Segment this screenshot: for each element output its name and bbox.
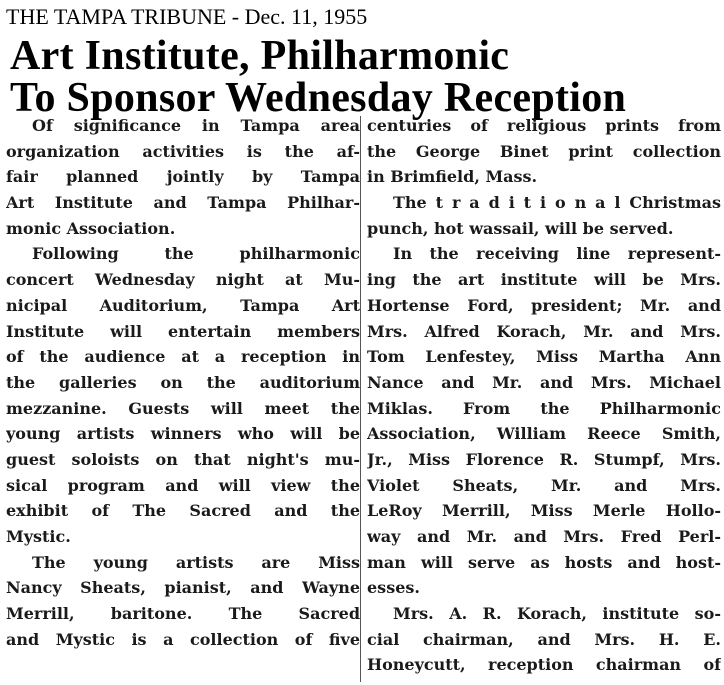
article-line: Mrs. A. R. Korach, institute so-: [393, 604, 721, 624]
article-line: Honeycutt, reception chairman of: [367, 655, 721, 675]
column-divider: [360, 116, 361, 682]
article-line: Following the philharmonic: [32, 244, 360, 264]
article-line: Mrs. Alfred Korach, Mr. and Mrs.: [367, 321, 721, 341]
article-line: Of significance in Tampa area: [32, 116, 360, 135]
article-line: and Mystic is a collection of five: [6, 629, 360, 649]
article-line: Art Institute and Tampa Philhar-: [6, 193, 360, 213]
article-line: ing the art institute will be Mrs.: [367, 270, 721, 290]
headline-line-2: To Sponsor Wednesday Reception: [10, 75, 627, 121]
article-line: Jr., Miss Florence R. Stumpf, Mrs.: [367, 449, 721, 469]
article-line: way and Mr. and Mrs. Fred Perl-: [367, 527, 721, 546]
dateline: THE TAMPA TRIBUNE - Dec. 11, 1955: [6, 4, 368, 29]
article-line: Association, William Reece Smith,: [367, 424, 721, 444]
article-line: concert Wednesday night at Mu-: [6, 270, 360, 290]
article-line: esses.: [367, 578, 420, 598]
article-line: of the audience at a reception in: [6, 347, 360, 367]
article-line: man will serve as hosts and host-: [367, 552, 721, 572]
article-line: monic Association.: [6, 218, 176, 238]
article-line: LeRoy Merrill, Miss Merle Hollo-: [367, 501, 721, 521]
headline-line-1: Art Institute, Philharmonic: [10, 33, 510, 79]
article-line: The t r a d i t i o n a l Christmas: [393, 193, 721, 213]
article-line: Tom Lenfestey, Miss Martha Ann: [367, 347, 721, 367]
article-column-right: [367, 113, 721, 678]
article-line: The young artists are Miss: [32, 552, 360, 572]
article-line: Miklas. From the Philharmonic: [367, 398, 721, 418]
article-line: Nance and Mr. and Mrs. Michael: [367, 372, 721, 392]
article-line: guest soloists on that night's mu-: [6, 449, 360, 469]
article-line: in Brimfield, Mass.: [367, 167, 538, 187]
article-line: exhibit of The Sacred and the: [6, 501, 360, 521]
article-line: Nancy Sheats, pianist, and Wayne: [6, 578, 360, 598]
article-line: the galleries on the auditorium: [6, 372, 360, 392]
article-line: the George Binet print collection: [367, 141, 721, 161]
article-line: mezzanine. Guests will meet the: [6, 398, 360, 418]
article-column-left: [6, 113, 360, 652]
article-line: sical program and will view the: [6, 475, 360, 495]
article-line: cial chairman, and Mrs. H. E.: [367, 629, 721, 649]
article-line: nicipal Auditorium, Tampa Art: [6, 295, 360, 315]
article-line: Merrill, baritone. The Sacred: [6, 604, 360, 624]
article-line: Institute will entertain members: [6, 321, 360, 341]
article-line: In the receiving line represent-: [393, 244, 721, 264]
article-line: Hortense Ford, president; Mr. and: [367, 295, 721, 315]
article-line: fair planned jointly by Tampa: [6, 167, 360, 187]
article-line: centuries of religious prints from: [367, 116, 721, 135]
article-line: young artists winners who will be: [6, 424, 360, 444]
article-line: Mystic.: [6, 527, 71, 546]
article-line: organization activities is the af-: [6, 141, 360, 161]
article-line: Violet Sheats, Mr. and Mrs.: [367, 475, 721, 495]
article-line: punch, hot wassail, will be served.: [367, 218, 674, 238]
